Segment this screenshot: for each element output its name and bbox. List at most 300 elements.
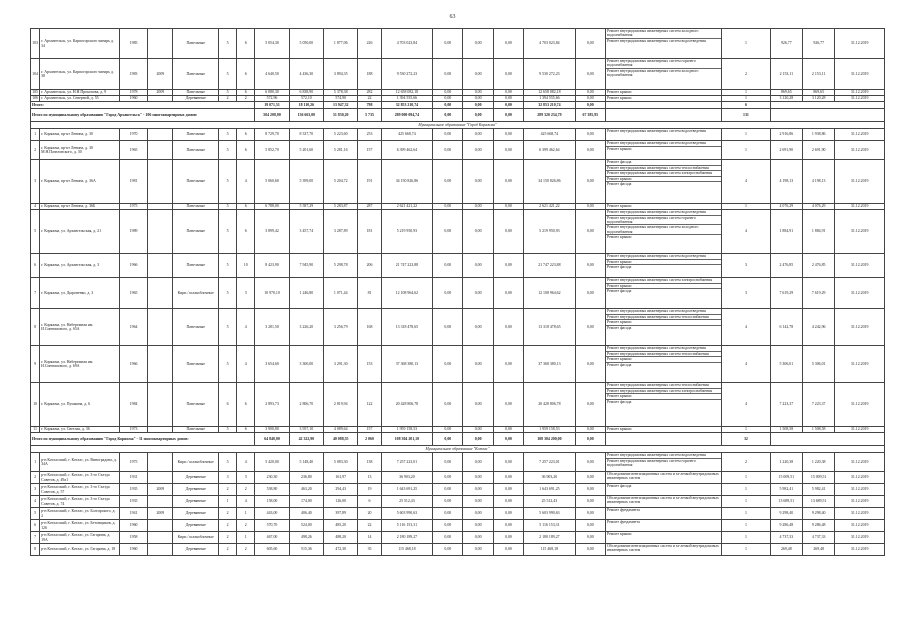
table-cell: 6 838,90 — [289, 90, 323, 96]
work-list — [605, 210, 721, 254]
table-cell: 5 083,30 — [324, 453, 358, 472]
table-cell — [605, 102, 721, 109]
table-row — [31, 278, 885, 309]
table-cell: 294,43 — [324, 484, 358, 496]
table-cell: 10 970,10 — [255, 278, 289, 309]
table-cell: Панельные — [173, 160, 218, 204]
table-cell: 2 — [218, 544, 236, 556]
table-cell: г. Архангельск, ул. Карпогорского чинарь д. 38 — [40, 59, 120, 90]
work-item: Ремонт крыши — [606, 357, 721, 363]
table-cell: 6 142,78 — [770, 309, 802, 346]
table-cell: 289 000 094,74 — [381, 109, 433, 122]
table-cell: 538,80 — [255, 484, 289, 496]
table-cell: 10 — [237, 254, 255, 278]
table-cell — [148, 496, 173, 508]
table-cell: 1 508,58 — [803, 427, 835, 433]
table-cell: 2009 — [148, 90, 173, 96]
table-cell: 3 — [237, 472, 255, 484]
table-cell: 2 — [31, 472, 40, 484]
table-cell — [148, 309, 173, 346]
table-cell: 5 116 153,31 — [524, 520, 576, 532]
work-list — [605, 254, 721, 278]
table-row — [31, 472, 885, 484]
table-cell: 5 603 990,63 — [381, 508, 433, 520]
table-cell: 0,00 — [575, 254, 605, 278]
table-cell — [148, 278, 173, 309]
table-cell: 31.12.2019 — [835, 129, 885, 141]
table-cell: 5 283,87 — [324, 204, 358, 210]
table-cell: 1 — [722, 96, 771, 102]
work-item: Ремонт крыши — [606, 260, 721, 266]
table-cell: 5 223,60 — [324, 129, 358, 141]
table-cell: Панельные — [173, 129, 218, 141]
table-cell: 3 226,20 — [289, 309, 323, 346]
table-cell: 287 — [358, 204, 381, 210]
table-cell: 4 — [237, 496, 255, 508]
table-cell: 4 737,33 — [770, 532, 802, 544]
table-cell: 157 — [358, 141, 381, 160]
table-cell: Муниципальное образование "Котлас" — [31, 446, 885, 453]
table-cell: 1 643 691,25 — [524, 484, 576, 496]
table-cell: 0,00 — [575, 508, 605, 520]
table-cell: 0,00 — [575, 278, 605, 309]
work-item: Ремонт внутридомовых инженерных систем водоотведения — [606, 254, 721, 260]
table-cell: 126,00 — [324, 496, 358, 508]
table-cell: 5 378,38 — [324, 90, 358, 96]
table-cell: г. Архангельск, ул. Н.Н.Прокопова, д. 9 — [40, 90, 120, 96]
table-cell: 6 — [237, 210, 255, 254]
table-cell: 6 399 462,64 — [381, 141, 433, 160]
table-cell: 13 318 478,65 — [381, 309, 433, 346]
table-cell: 2 — [218, 96, 236, 102]
table-row — [31, 544, 885, 556]
table-cell: 1989 — [119, 210, 147, 254]
table-cell: 0,00 — [463, 278, 493, 309]
table-cell: 0,00 — [575, 472, 605, 484]
table-cell: 1 246,80 — [289, 278, 323, 309]
table-cell: 31.12.2019 — [835, 96, 885, 102]
table-cell: р-н Котласский, г. Котлас, ул. Гагарина, д. 18 — [40, 544, 120, 556]
table-cell: 0,00 — [575, 29, 605, 59]
table-cell: 1 959 158,53 — [381, 427, 433, 433]
table-cell: 3 291,30 — [324, 346, 358, 383]
table-cell: 1970 — [119, 129, 147, 141]
table-cell: 108 304 201,10 — [381, 433, 433, 446]
table-cell: 2 — [218, 520, 236, 532]
table-cell — [770, 109, 884, 122]
table-cell: 1935 — [119, 496, 147, 508]
table-cell: 2 — [237, 544, 255, 556]
table-cell: 253 — [358, 129, 381, 141]
table-cell: 572,10 — [289, 96, 323, 102]
table-cell: 0,00 — [433, 96, 463, 102]
table-cell: 11 — [31, 427, 40, 433]
work-list — [605, 59, 721, 90]
work-item: Ремонт внутридомовых инженерных систем водоотведения — [606, 141, 721, 147]
table-cell: 13 689,51 — [803, 496, 835, 508]
table-cell: 5 060,60 — [255, 160, 289, 204]
table-cell: 6 — [237, 204, 255, 210]
table-cell: 0,00 — [575, 141, 605, 160]
table-cell: 425 668,74 — [381, 129, 433, 141]
table-cell: 0,00 — [433, 453, 463, 472]
table-cell: 0,00 — [463, 383, 493, 427]
table-cell: 1983 — [119, 59, 147, 90]
table-cell: 0,00 — [493, 532, 523, 544]
table-cell: 0,00 — [463, 346, 493, 383]
table-cell: 32 — [722, 433, 771, 446]
table-cell: 1 643 691,25 — [381, 484, 433, 496]
table-cell: 19 — [358, 484, 381, 496]
table-cell: 5 — [218, 210, 236, 254]
table-cell: 0,00 — [493, 383, 523, 427]
table-cell: г. Коряжма, ул. Светлая, д. 36 — [40, 427, 120, 433]
table-cell: 2 — [237, 520, 255, 532]
table-cell: 9 530 272,23 — [381, 59, 433, 90]
table-cell: 0,00 — [575, 102, 605, 109]
table-cell: 1 — [722, 484, 771, 496]
table-cell: 1 394 555,66 — [524, 96, 576, 102]
table-cell: Деревянные — [173, 544, 218, 556]
table-cell: 1 — [722, 472, 771, 484]
table-cell — [148, 29, 173, 59]
table-cell: г. Коряжма, пр-кт Ленина, д. 36Б — [40, 204, 120, 210]
work-list — [605, 508, 721, 520]
table-cell: 0,00 — [463, 496, 493, 508]
municipality-header — [31, 122, 885, 129]
table-cell — [148, 453, 173, 472]
table-cell: 463,20 — [289, 484, 323, 496]
table-cell: 4 — [722, 309, 771, 346]
table-cell: 7 619,29 — [803, 278, 835, 309]
table-row — [31, 484, 885, 496]
table-cell: 5 219 950,93 — [524, 210, 576, 254]
table-cell: 926,77 — [770, 29, 802, 59]
table-row — [31, 453, 885, 472]
table-cell: 0,00 — [575, 204, 605, 210]
table-cell: 397,89 — [324, 508, 358, 520]
table-cell: 1 — [722, 544, 771, 556]
table-cell: 0,00 — [433, 346, 463, 383]
table-cell: 22 — [358, 520, 381, 532]
table-cell: 4 — [31, 496, 40, 508]
table-cell: 236,80 — [289, 472, 323, 484]
table-cell: 0,00 — [463, 29, 493, 59]
work-list — [605, 160, 721, 204]
table-cell: 0,00 — [575, 544, 605, 556]
table-cell: 282 — [358, 90, 381, 96]
table-cell: 0,00 — [575, 484, 605, 496]
table-cell: 2 180 189,27 — [381, 532, 433, 544]
table-cell: 3 654,60 — [255, 346, 289, 383]
table-cell: 5 852,70 — [255, 141, 289, 160]
table-cell: 0,00 — [433, 383, 463, 427]
table-cell: 0,00 — [575, 532, 605, 544]
table-cell: 67 385,95 — [575, 109, 605, 122]
table-cell: 1 — [722, 508, 771, 520]
work-item: Ремонт крыши — [606, 146, 632, 151]
work-item: Ремонт фасада — [606, 362, 632, 367]
table-cell: 5 116 153,31 — [381, 520, 433, 532]
work-item: Ремонт внутридомовых инженерных систем водоотведения — [606, 38, 706, 43]
table-cell: 42 322,90 — [289, 433, 323, 446]
table-cell: 3 — [31, 160, 40, 204]
table-cell: 5 603 990,63 — [524, 508, 576, 520]
table-cell: 0,00 — [493, 29, 523, 59]
table-cell: 31.12.2019 — [835, 254, 885, 278]
table-cell: 0,00 — [575, 346, 605, 383]
table-cell: 2 893,73 — [255, 383, 289, 427]
table-cell: Деревянные — [173, 96, 218, 102]
table-cell: Панельные — [173, 141, 218, 160]
table-cell: р-н Котласский, г. Котлас, ул. Виноградова, д. 34А — [40, 453, 120, 472]
work-item: Обследование вентиляционных систем и за-лечкой внутридомовых инженерных систем — [606, 544, 719, 553]
table-cell: 498,26 — [289, 532, 323, 544]
capital-repair-table — [30, 28, 885, 556]
table-cell: Деревянные — [173, 484, 218, 496]
table-cell — [605, 433, 721, 446]
table-cell: 5 — [218, 129, 236, 141]
table-cell: 4 — [237, 453, 255, 472]
work-item: Ремонт внутридомовых инженерных систем горячего водоснабжения — [606, 59, 721, 69]
table-cell: 9 530 272,23 — [524, 59, 576, 90]
table-cell: 13 318 478,65 — [524, 309, 576, 346]
table-cell: 5 306,01 — [770, 346, 802, 383]
table-cell: 4 198,13 — [803, 160, 835, 204]
table-cell: 0,00 — [575, 453, 605, 472]
table-cell — [148, 160, 173, 204]
table-cell: 5 — [218, 254, 236, 278]
table-cell: 9 — [31, 346, 40, 383]
table-cell: 4 — [237, 160, 255, 204]
table-cell: 798 — [358, 102, 381, 109]
table-cell: 574,90 — [324, 96, 358, 102]
table-cell: Кирп./ шлакоблочные — [173, 453, 218, 472]
table-cell: 0,00 — [575, 59, 605, 90]
table-cell: 0,00 — [493, 508, 523, 520]
table-cell: 5 — [218, 141, 236, 160]
table-cell: 5 982,41 — [803, 484, 835, 496]
table-cell: 12 658 082,18 — [524, 90, 576, 96]
table-cell: 40 088,55 — [324, 433, 358, 446]
table-cell: 31.12.2019 — [835, 160, 885, 204]
table-cell: 122 — [358, 383, 381, 427]
table-cell: 9 286,48 — [770, 520, 802, 532]
table-cell: 4 089,64 — [324, 427, 358, 433]
table-cell: 869,65 — [803, 90, 835, 96]
table-cell: 9 286,48 — [803, 520, 835, 532]
work-item: Ремонт фасада — [606, 399, 632, 404]
table-cell: 2 691,90 — [803, 141, 835, 160]
table-cell: 35 — [358, 544, 381, 556]
table-cell: 8 — [31, 309, 40, 346]
work-item: Ремонт крыши — [606, 204, 632, 208]
table-cell: Кирп./ шлакоблочные — [173, 532, 218, 544]
table-cell: 34 150 826,86 — [381, 160, 433, 204]
table-cell: 106 — [32, 96, 38, 101]
table-cell: 31.12.2019 — [835, 383, 885, 427]
table-cell: 0,00 — [463, 472, 493, 484]
table-cell: 0,00 — [433, 204, 463, 210]
table-cell: 0,00 — [493, 90, 523, 96]
work-item: Ремонт крыши — [606, 177, 721, 183]
table-cell: 1984 — [119, 383, 147, 427]
table-cell: 3 899,42 — [255, 210, 289, 254]
table-cell: 2 — [218, 508, 236, 520]
table-cell: 5 — [218, 90, 236, 96]
table-cell: 18 110,26 — [289, 102, 323, 109]
table-cell: Панельные — [173, 254, 218, 278]
table-cell: 5 587,29 — [289, 204, 323, 210]
table-cell: 31.12.2019 — [835, 532, 885, 544]
table-cell: 5 — [218, 29, 236, 59]
table-cell: 7 — [31, 532, 40, 544]
total-row — [31, 102, 885, 109]
table-cell: 64 840,00 — [255, 433, 289, 446]
table-cell: 3 957,10 — [289, 427, 323, 433]
work-list — [605, 496, 721, 508]
work-list — [605, 29, 721, 59]
table-cell: 0,00 — [433, 433, 463, 446]
work-item: Ремонт внутридомовых инженерных систем теплоснабжения — [606, 166, 721, 172]
table-cell: 3 — [722, 278, 771, 309]
table-cell: 20 — [358, 508, 381, 520]
table-cell: 31.12.2019 — [835, 453, 885, 472]
table-cell: 0,00 — [433, 29, 463, 59]
table-cell: 485,20 — [324, 520, 358, 532]
table-row — [31, 520, 885, 532]
table-cell: 7 257 223,01 — [524, 453, 576, 472]
table-cell: 0,00 — [463, 254, 493, 278]
work-item: Ремонт внутридомовых инженерных систем водоотведения — [606, 210, 721, 216]
table-cell: 0,00 — [433, 141, 463, 160]
table-cell: 4 076,29 — [770, 204, 802, 210]
table-cell: г. Коряжма, ул. Архангельская, д. 21 — [40, 210, 120, 254]
table-cell: 0,00 — [463, 141, 493, 160]
table-cell: 3 256,79 — [324, 309, 358, 346]
table-cell: 0,00 — [575, 309, 605, 346]
table-cell: 174,00 — [289, 496, 323, 508]
table-cell: 6 — [722, 102, 771, 109]
table-cell: 1964 — [119, 309, 147, 346]
table-cell: 1 — [722, 29, 771, 59]
table-cell: 206 — [358, 254, 381, 278]
table-cell: 0,00 — [463, 544, 493, 556]
table-cell: Панельные — [173, 210, 218, 254]
table-row — [31, 383, 885, 427]
table-cell: 0,00 — [433, 508, 463, 520]
table-cell: 0,00 — [433, 544, 463, 556]
table-cell: 2 621 421,22 — [524, 204, 576, 210]
table-cell: 0,00 — [493, 453, 523, 472]
work-list — [605, 520, 721, 532]
table-cell: 504 208,00 — [255, 109, 289, 122]
work-item: Ремонт внутридомовых инженерных систем теплоснабжения — [606, 315, 721, 321]
table-cell: 0,00 — [463, 210, 493, 254]
table-cell: 467,00 — [255, 532, 289, 544]
table-cell: 0,00 — [575, 96, 605, 102]
table-cell: 0,00 — [433, 210, 463, 254]
table-cell: 13 947,32 — [324, 102, 358, 109]
table-cell: 0,00 — [493, 427, 523, 433]
table-cell: 2 — [218, 532, 236, 544]
table-cell: Панельные — [173, 383, 218, 427]
table-cell: 103 — [31, 29, 40, 59]
table-cell: р-н Котласский, г. Котлас, ул. 3-го Съезда Советов, д. 57 — [40, 484, 120, 496]
table-cell: р-н Котласский, г. Котлас, ул. 3-го Съезда Советов, д. 74 — [40, 496, 120, 508]
table-cell: 3 — [218, 472, 236, 484]
table-cell: 0,00 — [575, 90, 605, 96]
table-cell: 1 877,06 — [324, 29, 358, 59]
work-item: Ремонт внутридомовых инженерных систем электроснабжения — [606, 278, 721, 284]
table-cell: 31.12.2019 — [835, 278, 885, 309]
table-row — [31, 59, 885, 90]
table-cell: 4 — [722, 383, 771, 427]
work-list — [605, 532, 721, 544]
work-item: Ремонт внутридомовых инженерных систем холодного водоснабжения — [606, 225, 721, 235]
table-cell: Панельные — [173, 309, 218, 346]
table-cell: 1 508,58 — [770, 427, 802, 433]
table-cell: 3 281,50 — [255, 309, 289, 346]
table-cell: 5 — [31, 210, 40, 254]
table-cell: 5 — [218, 59, 236, 90]
table-cell: 36 903,20 — [524, 472, 576, 484]
table-cell: 0,00 — [433, 129, 463, 141]
table-cell: 0,00 — [463, 453, 493, 472]
table-cell: Панельные — [173, 29, 218, 59]
table-cell: 5 982,41 — [770, 484, 802, 496]
work-item: Обследование вентиляционных систем и за-лечкой внутридомовых инженерных систем — [606, 496, 719, 505]
work-item: Ремонт внутридомовых инженерных систем водоотведения — [606, 453, 721, 459]
table-cell: 6 — [31, 254, 40, 278]
table-cell — [148, 346, 173, 383]
table-cell: 2 819,94 — [324, 383, 358, 427]
work-item: Ремонт внутридомовых инженерных систем горячего водоснабжения — [606, 216, 721, 226]
table-cell: 6 — [237, 427, 255, 433]
table-cell: 0,00 — [493, 160, 523, 204]
table-cell: 1 — [722, 204, 771, 210]
table-cell: 3 120,28 — [803, 96, 835, 102]
table-cell: 5 — [218, 160, 236, 204]
table-cell: 10 — [31, 383, 40, 427]
table-cell: 1 220,38 — [770, 453, 802, 472]
table-cell: 3 894,35 — [324, 59, 358, 90]
table-cell: 1973 — [119, 427, 147, 433]
work-item: Ремонт фасада — [606, 289, 632, 293]
table-cell: 181 — [358, 210, 381, 254]
work-list — [605, 346, 721, 383]
table-cell: 13 689,51 — [770, 496, 802, 508]
table-cell: 1 884,91 — [770, 210, 802, 254]
table-cell: г. Коряжма, ул. Набережная им. И.Синтимового, д. 69А — [40, 346, 120, 383]
table-cell: 2 060 — [358, 433, 381, 446]
table-cell: 2 621 421,22 — [381, 204, 433, 210]
table-cell: 0,00 — [575, 210, 605, 254]
work-item: Ремонт внутридомовых инженерных систем электроснабжения — [606, 171, 721, 177]
page-number: 63 — [449, 14, 456, 20]
table-cell: 12 108 964,62 — [381, 278, 433, 309]
table-cell: 5 — [218, 453, 236, 472]
work-list — [605, 278, 721, 309]
table-cell: Панельные — [173, 59, 218, 90]
table-cell: 1958 — [119, 532, 147, 544]
table-cell: 15 009,51 — [770, 472, 802, 484]
table-cell: 1 220,38 — [803, 453, 835, 472]
table-cell: Панельные — [173, 346, 218, 383]
table-cell: 6 — [237, 59, 255, 90]
table-cell: 8 729,70 — [255, 129, 289, 141]
table-cell: 0,00 — [493, 254, 523, 278]
